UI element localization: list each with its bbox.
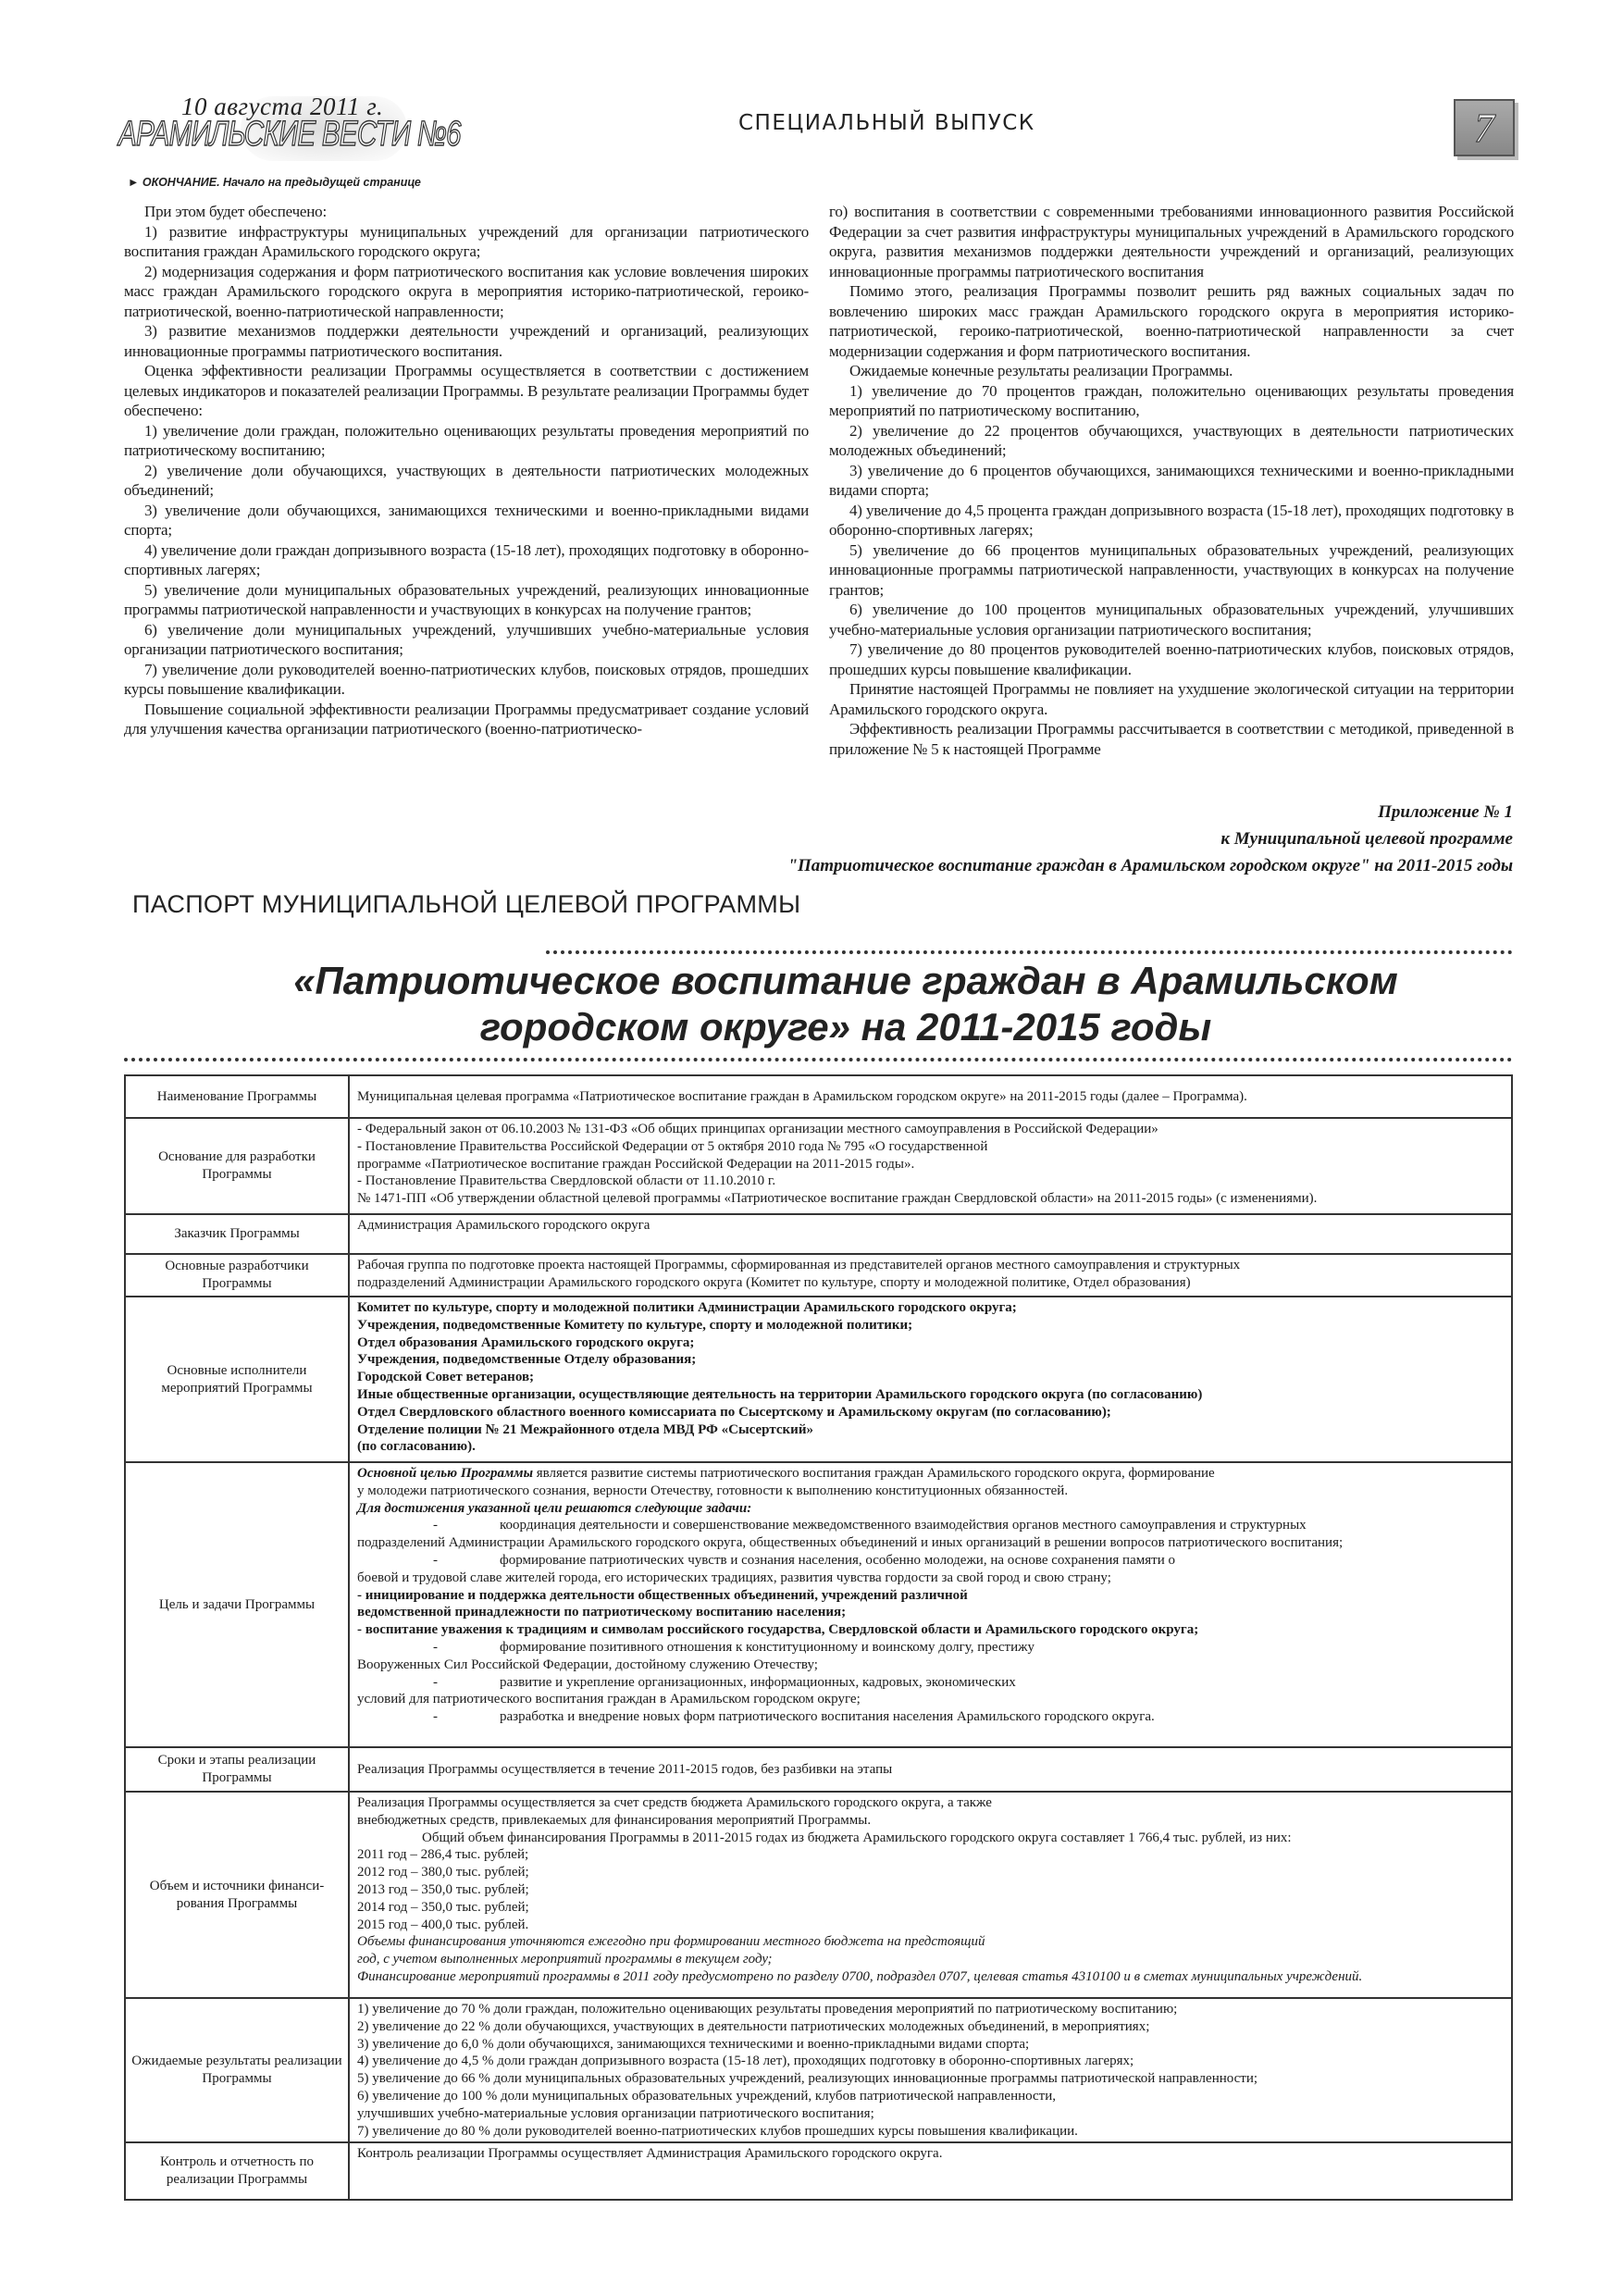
content-line <box>357 1761 1504 1779</box>
paragraph: 6) увеличение до 100 процентов муниципальных образовательных учреждений, улучшивших учебно-материальные условия организации патриотического воспитания; <box>829 601 1514 639</box>
line-text: 2) увеличение до 22 % доли обучающихся, участвующих в деятельности патриотических молодежных объединений, в мероприятиях; <box>357 2018 1150 2034</box>
line-text: ведомственной принадлежности по патриотическому воспитанию населения; <box>357 1605 847 1620</box>
content-line <box>357 1517 1504 1534</box>
line-text: Вооруженных Сил Российской Федерации, достойному служению Отечеству; <box>357 1657 818 1672</box>
paragraph: го) воспитания в соответствии с современными требованиями инновационного развития Российской Федерации за счет развития инфраструктуры муниципальных учреждений в Арамильского городского округа, развития механизмов поддержки деятельности учреждений и организаций, реализующих инновационные программы патриотического воспитания <box>829 203 1514 280</box>
line-text: у молодежи патриотического сознания, верности Отечеству, готовности к выполнению конституционных обязанностей. <box>357 1483 1069 1498</box>
table-row <box>125 1214 1512 1254</box>
row-label: Ожидаемые результаты реализации Программы <box>125 1998 349 2142</box>
line-text: 2015 год – 400,0 тыс. рублей. <box>357 1917 529 1932</box>
paragraph: 3) увеличение доли обучающихся, занимающихся техническими и военно-прикладными видами спорта; <box>124 501 809 539</box>
row-content <box>349 1998 1512 2142</box>
row-label: Основные исполнители мероприятий Программы <box>125 1297 349 1462</box>
page-number: 7 <box>1474 105 1494 151</box>
paragraph: Оценка эффективности реализации Программы осуществляется в соответствии с достижением целевых индикаторов и показателей реализации Программы. В результате реализации Программы будет обеспечено: <box>124 362 809 419</box>
content-line <box>357 1351 1504 1369</box>
content-line <box>357 1587 1504 1605</box>
line-text: 5) увеличение до 66 % доли муниципальных образовательных учреждений, реализующих инновационные программы патриотической направленности; <box>357 2071 1258 2087</box>
row-content <box>349 1075 1512 1118</box>
content-line <box>357 1570 1504 1587</box>
content-line <box>357 1951 1504 1968</box>
table-row <box>125 1792 1512 1998</box>
paragraph: 5) увеличение доли муниципальных образовательных учреждений, реализующих инновационные программы патриотической направленности и участвующих в конкурсах на получение грантов; <box>124 580 809 618</box>
line-text: формирование патриотических чувств и сознания населения, особенно молодежи, на основе сохранения памяти о <box>500 1552 1175 1568</box>
line-text: Рабочая группа по подготовке проекта настоящей Программы, сформированная из представителей органов местного самоуправления и структурных <box>357 1258 1241 1272</box>
line-text: улучшивших учебно-материальные условия организации патриотического воспитания; <box>357 2105 874 2121</box>
line-text: (по согласованию). <box>357 1439 476 1455</box>
content-line <box>357 1173 1504 1190</box>
line-text: Основной целью Программы <box>357 1466 533 1481</box>
row-content <box>349 1254 1512 1297</box>
line-text: подразделений Администрации Арамильского городского округа (Комитет по культуре, спорту и молодежной политике, Отдел образования) <box>357 1274 1191 1290</box>
line-text: Муниципальная целевая программа «Патриотическое воспитание граждан в Арамильском городском округе» на 2011-2015 годы (далее – Программа). <box>357 1088 1247 1104</box>
content-line <box>357 1334 1504 1352</box>
content-line <box>357 1156 1504 1173</box>
row-content <box>349 1462 1512 1747</box>
row-label: Заказчик Программы <box>125 1214 349 1254</box>
paragraph: 2) увеличение доли обучающихся, участвующих в деятельности патриотических молодежных объединений; <box>124 461 809 499</box>
content-line <box>357 1500 1504 1518</box>
line-text: № 1471-ПП «Об утверждении областной целевой программы «Патриотическое воспитание граждан Свердловской области» на 2011-2015 годы» (с изменениями). <box>357 1191 1318 1207</box>
paragraph: 6) увеличение доли муниципальных учреждений, улучшивших учебно-материальные условия организации патриотического воспитания; <box>124 620 809 658</box>
section-title: СПЕЦИАЛЬНЫЙ ВЫПУСК <box>738 111 1035 135</box>
line-text: Объемы финансирования уточняются ежегодно при формировании местного бюджета на предстоящий <box>357 1934 985 1950</box>
line-text: Учреждения, подведомственные Комитету по культуре, спорту и молодежной политики; <box>357 1317 913 1333</box>
continued-note: ► ОКОНЧАНИЕ. Начало на предыдущей странице <box>128 176 421 189</box>
page-number-box <box>1454 99 1515 156</box>
line-text: координация деятельности и совершенствование межведомственного взаимодействия органов местного самоуправления и структурных <box>500 1518 1307 1533</box>
dotted-divider <box>546 950 1513 954</box>
line-text: Городской Совет ветеранов; <box>357 1370 535 1385</box>
passport-table <box>124 1074 1513 2201</box>
dotted-divider <box>124 1058 1513 1061</box>
content-line <box>357 1846 1504 1864</box>
line-text: Комитет по культуре, спорту и молодежной политики Администрации Арамильского городского округа; <box>357 1300 1017 1315</box>
line-text: Контроль реализации Программы осуществляет Администрация Арамильского городского округа. <box>357 2146 943 2162</box>
content-line <box>357 2001 1504 2018</box>
content-line <box>357 2070 1504 2088</box>
paragraph: 4) увеличение до 4,5 процента граждан допризывного возраста (15-18 лет), проходящих подготовку в оборонно-спортивных лагерях; <box>829 501 1514 539</box>
line-text: развитие и укрепление организационных, информационных, кадровых, экономических <box>500 1674 1016 1690</box>
row-content <box>349 2142 1512 2200</box>
row-label: Объем и источники финанси-рования Программы <box>125 1792 349 1998</box>
content-line <box>357 1274 1504 1292</box>
row-label: Сроки и этапы реализации Программы <box>125 1747 349 1792</box>
content-line <box>357 1639 1504 1657</box>
paragraph: Помимо этого, реализация Программы позволит решить ряд важных социальных задач по вовлечению широких масс граждан Арамильского городского округа в мероприятия историко-патриотической, героико-патриотической, военно-патриотической направленности за счет модернизации содержания и форм патриотического воспитания. <box>829 282 1514 360</box>
program-title <box>124 958 1567 1050</box>
content-line <box>357 1552 1504 1570</box>
content-line <box>357 1421 1504 1439</box>
line-text: Реализация Программы осуществляется в течение 2011-2015 годов, без разбивки на этапы <box>357 1761 893 1777</box>
row-content <box>349 1118 1512 1214</box>
row-content <box>349 1214 1512 1254</box>
paragraph: 3) увеличение до 6 процентов обучающихся, занимающихся техническими и военно-прикладными видами спорта; <box>829 461 1514 499</box>
article-column-left <box>124 202 809 739</box>
line-text: год, с учетом выполненных мероприятий программы в текущем году; <box>357 1952 773 1967</box>
table-row <box>125 1254 1512 1297</box>
paragraph: 7) увеличение до 80 процентов руководителей военно-патриотических клубов, поисковых отрядов, прошедших курсы повышение квалификации. <box>829 640 1514 678</box>
content-line <box>357 1812 1504 1830</box>
row-label: Контроль и отчетность по реализации Программы <box>125 2142 349 2200</box>
passport-heading: ПАСПОРТ МУНИЦИПАЛЬНОЙ ЦЕЛЕВОЙ ПРОГРАММЫ <box>132 890 801 918</box>
paragraph: Эффективность реализации Программы рассчитывается в соответствии с методикой, приведенной в приложение № 5 к настоящей Программе <box>829 720 1514 758</box>
line-text: условий для патриотического воспитания граждан в Арамильском городском округе; <box>357 1692 861 1707</box>
content-line <box>357 1190 1504 1208</box>
line-text: 1) увеличение до 70 % доли граждан, положительно оценивающих результаты проведения мероприятий по патриотическому воспитанию; <box>357 2002 1178 2017</box>
content-line <box>357 1794 1504 1812</box>
content-line <box>357 1369 1504 1386</box>
row-label: Основные разработчики Программы <box>125 1254 349 1297</box>
content-line <box>357 1933 1504 1951</box>
table-row <box>125 2142 1512 2200</box>
line-text: 7) увеличение до 80 % доли руководителей военно-патриотических клубов прошедших курсы повышения квалификации. <box>357 2123 1078 2139</box>
table-row <box>125 1118 1512 1214</box>
content-line <box>357 1483 1504 1500</box>
content-line <box>357 1708 1504 1726</box>
content-line <box>357 1465 1504 1483</box>
line-text: программе «Патриотическое воспитание граждан Российской Федерации на 2011-2015 годы». <box>357 1156 915 1172</box>
line-text: 6) увеличение до 100 % доли муниципальных образовательных учреждений, клубов патриотической направленности, <box>357 2088 1057 2104</box>
table-row <box>125 1075 1512 1118</box>
line-text: 2013 год – 350,0 тыс. рублей; <box>357 1881 529 1897</box>
line-text: Иные общественные организации, осуществляющие деятельность на территории Арамильского городского округа (по согласованию) <box>357 1386 1203 1402</box>
paragraph: 1) увеличение доли граждан, положительно оценивающих результаты проведения мероприятий по патриотическому воспитанию; <box>124 421 809 459</box>
newspaper-name: АРАМИЛЬСКИЕ ВЕСТИ <box>118 115 411 154</box>
line-text: 2012 год – 380,0 тыс. рублей; <box>357 1865 529 1880</box>
line-text: - Постановление Правительства Российской Федерации от 5 октября 2010 года № 795 «О государственной <box>357 1138 988 1154</box>
newspaper-logo <box>118 115 461 155</box>
content-line <box>357 2105 1504 2123</box>
line-text: 4) увеличение до 4,5 % доли граждан допризывного возраста (15-18 лет), проходящих подготовку в оборонно-спортивных лагерях; <box>357 2054 1134 2069</box>
paragraph: При этом будет обеспечено: <box>144 203 327 220</box>
line-text: Администрация Арамильского городского округа <box>357 1218 650 1233</box>
line-text: - Постановление Правительства Свердловской области от 11.10.2010 г. <box>357 1173 776 1189</box>
content-line <box>357 1881 1504 1899</box>
paragraph: Повышение социальной эффективности реализации Программы предусматривает создание условий для улучшения качества организации патриотического (военно-патриотическо- <box>124 700 809 738</box>
line-text: формирование позитивного отношения к конституционному и воинскому долгу, престижу <box>500 1639 1035 1655</box>
paragraph: 2) увеличение до 22 процентов обучающихся, участвующих в деятельности патриотических молодежных объединений; <box>829 421 1514 459</box>
line-text: Для достижения указанной цели решаются следующие задачи: <box>357 1500 752 1516</box>
content-line <box>357 1864 1504 1881</box>
appendix-label: Приложение № 1 <box>1378 802 1513 822</box>
row-content <box>349 1747 1512 1792</box>
appendix-reference: к Муниципальной целевой программе <box>1220 829 1513 849</box>
table-row <box>125 1747 1512 1792</box>
paragraph: 4) увеличение доли граждан допризывного возраста (15-18 лет), проходящих подготовку в оборонно-спортивных лагерях; <box>124 540 809 578</box>
content-line <box>357 1121 1504 1138</box>
content-line <box>357 1830 1504 1847</box>
content-line <box>357 2053 1504 2070</box>
content-line <box>357 1438 1504 1456</box>
line-text: Отдел образования Арамильского городского округа; <box>357 1334 695 1350</box>
content-line <box>357 1899 1504 1917</box>
content-line <box>357 1404 1504 1421</box>
line-text: Финансирование мероприятий программы в 2011 году предусмотрено по разделу 0700, подраздел 0707, целевая статья 4310100 и в сметах муниципальных учреждений. <box>357 1968 1363 1984</box>
table-row <box>125 1297 1512 1462</box>
paragraph: 1) развитие инфраструктуры муниципальных учреждений для организации патриотического воспитания граждан Арамильского городского округа; <box>124 222 809 260</box>
line-text: 2011 год – 286,4 тыс. рублей; <box>357 1847 529 1863</box>
paragraph: Принятие настоящей Программы не повлияет на ухудшение экологической ситуации на территории Арамильского городского округа. <box>829 680 1514 718</box>
line-text: боевой и трудовой славе жителей города, его исторических традициях, развития чувства гордости за свой город и свою страну; <box>357 1570 1111 1585</box>
content-line <box>357 1088 1504 1106</box>
line-text: Отдел Свердловского областного военного комиссариата по Сысертскому и Арамильскому округам (по согласованию); <box>357 1404 1111 1420</box>
issue-date: 10 августа 2011 г. <box>181 93 384 120</box>
content-line <box>357 1604 1504 1621</box>
content-line <box>357 1674 1504 1692</box>
paragraph: Ожидаемые конечные результаты реализации Программы. <box>849 362 1233 379</box>
content-line <box>357 1691 1504 1708</box>
content-line <box>357 2145 1504 2163</box>
article-column-right <box>829 202 1514 759</box>
line-text: Реализация Программы осуществляется за счет средств бюджета Арамильского городского округа, а также <box>357 1795 992 1810</box>
content-line <box>357 2088 1504 2105</box>
issue-number: №6 <box>416 115 461 154</box>
content-line <box>357 1968 1504 1986</box>
content-line <box>357 1621 1504 1639</box>
row-content <box>349 1792 1512 1998</box>
content-line <box>357 2036 1504 2054</box>
paragraph: 1) увеличение до 70 процентов граждан, положительно оценивающих результаты проведения мероприятий по патриотическому воспитанию, <box>829 381 1514 419</box>
content-line <box>357 1534 1504 1552</box>
content-line <box>357 1917 1504 1934</box>
program-title-line: городском округе» на 2011-2015 годы <box>479 1005 1212 1049</box>
content-line <box>357 1657 1504 1674</box>
line-text: внебюджетных средств, привлекаемых для финансирования мероприятий Программы. <box>357 1812 872 1828</box>
content-line <box>357 1138 1504 1156</box>
row-label: Цель и задачи Программы <box>125 1462 349 1747</box>
line-text: 2014 год – 350,0 тыс. рублей; <box>357 1899 529 1915</box>
appendix-program-name: "Патриотическое воспитание граждан в Арамильском городском округе" на 2011-2015 годы <box>787 856 1513 875</box>
table-row <box>125 1998 1512 2142</box>
line-text: является развитие системы патриотического воспитания граждан Арамильского городского округа, формирование <box>532 1466 1215 1481</box>
line-text: разработка и внедрение новых форм патриотического воспитания населения Арамильского городского округа. <box>500 1709 1155 1725</box>
paragraph: 3) развитие механизмов поддержки деятельности учреждений и организаций, реализующих инновационные программы патриотического воспитания. <box>124 322 809 360</box>
program-title-line: «Патриотическое воспитание граждан в Арамильском <box>293 959 1398 1002</box>
content-line <box>357 2123 1504 2141</box>
line-text: Учреждения, подведомственные Отделу образования; <box>357 1352 697 1368</box>
content-line <box>357 1317 1504 1334</box>
table-row <box>125 1462 1512 1747</box>
line-text: 3) увеличение до 6,0 % доли обучающихся, занимающихся техническими и военно-прикладными видами спорта; <box>357 2036 1030 2052</box>
line-text: Отделение полиции № 21 Межрайонного отдела МВД РФ «Сысертский» <box>357 1421 813 1437</box>
content-line <box>357 1257 1504 1274</box>
line-text: - Федеральный закон от 06.10.2003 № 131-ФЗ «Об общих принципах организации местного самоуправления в Российской Федерации» <box>357 1122 1158 1136</box>
line-text: Общий объем финансирования Программы в 2011-2015 годах из бюджета Арамильского городского округа составляет 1 766,4 тыс. рублей, из них: <box>422 1830 1292 1845</box>
row-label: Основание для разработки Программы <box>125 1118 349 1214</box>
content-line <box>357 1217 1504 1235</box>
line-text: - воспитание уважения к традициям и символам российского государства, Свердловской области и Арамильского городского округа; <box>357 1622 1199 1638</box>
content-line <box>357 1386 1504 1404</box>
content-line <box>357 1299 1504 1317</box>
paragraph: 2) модернизация содержания и форм патриотического воспитания как условие вовлечения широких масс граждан Арамильского городского округа в мероприятия историко-патриотической, героико-патриотической, военно-патриотической направленности; <box>124 262 809 320</box>
paragraph: 5) увеличение до 66 процентов муниципальных образовательных учреждений, реализующих инновационные программы патриотической направленности, участвующих в конкурсах на получение грантов; <box>829 540 1514 599</box>
row-content <box>349 1297 1512 1462</box>
row-label: Наименование Программы <box>125 1075 349 1118</box>
line-text: - инициирование и поддержка деятельности общественных объединений, учреждений различной <box>357 1587 968 1603</box>
content-line <box>357 2018 1504 2036</box>
paragraph: 7) увеличение доли руководителей военно-патриотических клубов, поисковых отрядов, прошедших курсы повышение квалификации. <box>124 660 809 698</box>
line-text: подразделений Администрации Арамильского городского округа, общественных объединений и иных организаций в решении вопросов патриотического воспитания; <box>357 1535 1344 1551</box>
